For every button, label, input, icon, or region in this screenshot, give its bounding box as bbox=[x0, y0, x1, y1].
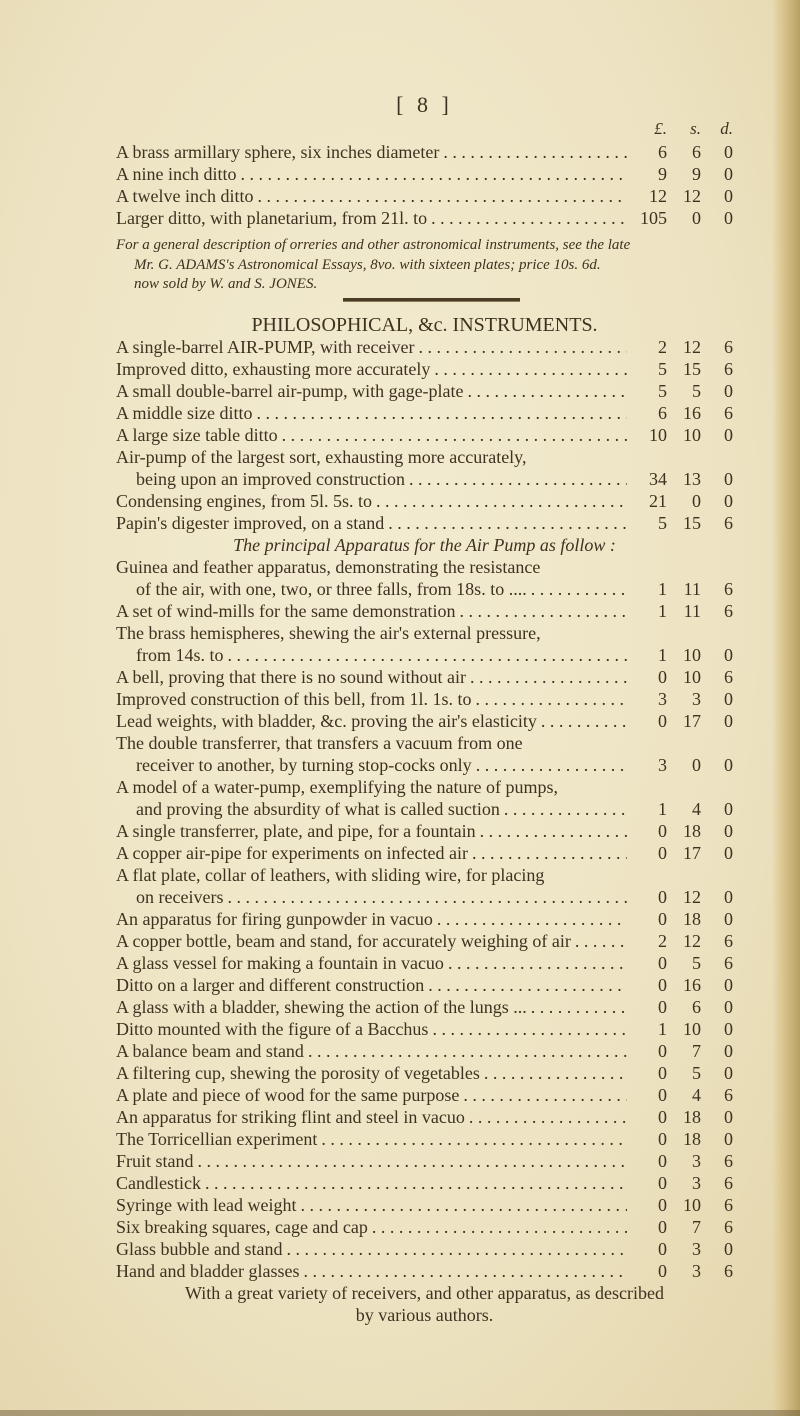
item-description: A balance beam and stand bbox=[116, 1041, 304, 1061]
dot-leader bbox=[469, 1106, 627, 1128]
item-description: Lead weights, with bladder, &c. proving the air's elasticity bbox=[116, 711, 537, 731]
price-row-text bbox=[116, 776, 733, 798]
price-row bbox=[116, 996, 733, 1018]
item-description: A copper bottle, beam and stand, for accurately weighing of air bbox=[116, 931, 571, 951]
dot-leader bbox=[303, 1260, 627, 1282]
price-pence: 0 bbox=[724, 997, 733, 1017]
currency-headers bbox=[116, 119, 733, 139]
dot-leader bbox=[282, 424, 627, 446]
price-shillings: 18 bbox=[683, 909, 701, 929]
price-shillings: 4 bbox=[692, 799, 701, 819]
page-edge-shadow bbox=[772, 0, 800, 1416]
price-pounds: 0 bbox=[658, 1261, 667, 1281]
price-shillings: 10 bbox=[683, 425, 701, 445]
item-description: A bell, proving that there is no sound without air bbox=[116, 667, 466, 687]
price-pounds: 34 bbox=[649, 469, 667, 489]
price-shillings: 18 bbox=[683, 1129, 701, 1149]
price-row bbox=[116, 185, 733, 207]
price-pounds: 6 bbox=[658, 142, 667, 162]
item-description: Air-pump of the largest sort, exhausting more accurately, bbox=[116, 447, 527, 467]
page-bottom-edge bbox=[0, 1410, 800, 1416]
price-row bbox=[116, 952, 733, 974]
dot-leader bbox=[300, 1194, 627, 1216]
dot-leader bbox=[409, 468, 627, 490]
price-pence: 6 bbox=[724, 1195, 733, 1215]
price-pounds: 0 bbox=[658, 1041, 667, 1061]
price-pence: 0 bbox=[724, 1041, 733, 1061]
dot-leader bbox=[418, 336, 627, 358]
price-shillings: 13 bbox=[683, 469, 701, 489]
item-description: A model of a water-pump, exemplifying the nature of pumps, bbox=[116, 777, 559, 797]
item-description: An apparatus for firing gunpowder in vacuo bbox=[116, 909, 433, 929]
price-shillings: 3 bbox=[692, 689, 701, 709]
item-description: Hand and bladder glasses bbox=[116, 1261, 300, 1281]
price-shillings: 16 bbox=[683, 975, 701, 995]
price-pounds: 0 bbox=[658, 887, 667, 907]
price-row-text bbox=[116, 446, 733, 468]
price-pounds: 5 bbox=[658, 359, 667, 379]
dot-leader bbox=[428, 974, 627, 996]
price-shillings: 12 bbox=[683, 186, 701, 206]
price-pounds: 105 bbox=[640, 208, 667, 228]
item-description: being upon an improved construction bbox=[136, 469, 405, 489]
philosophical-price-list bbox=[116, 336, 733, 1326]
price-row bbox=[116, 490, 733, 512]
price-pence: 6 bbox=[724, 953, 733, 973]
price-row bbox=[116, 930, 733, 952]
price-pence: 0 bbox=[724, 689, 733, 709]
price-pence: 6 bbox=[724, 667, 733, 687]
price-shillings: 12 bbox=[683, 931, 701, 951]
price-pence: 0 bbox=[724, 491, 733, 511]
price-row-text bbox=[116, 864, 733, 886]
dot-leader bbox=[476, 754, 627, 776]
price-row bbox=[116, 798, 733, 820]
price-shillings: 15 bbox=[683, 513, 701, 533]
price-pounds: 0 bbox=[658, 843, 667, 863]
price-row bbox=[116, 688, 733, 710]
dot-leader bbox=[472, 842, 627, 864]
price-shillings: 11 bbox=[683, 579, 701, 599]
price-shillings: 18 bbox=[683, 821, 701, 841]
price-row bbox=[116, 1128, 733, 1150]
item-description: of the air, with one, two, or three falls, from 18s. to .... bbox=[136, 579, 527, 599]
price-shillings: 7 bbox=[692, 1041, 701, 1061]
dot-leader bbox=[257, 185, 627, 207]
closing-note: With a great variety of receivers, and other apparatus, as described bbox=[184, 1283, 665, 1303]
price-pounds: 3 bbox=[658, 755, 667, 775]
item-description: A twelve inch ditto bbox=[116, 186, 254, 206]
dot-leader bbox=[286, 1238, 627, 1260]
price-row bbox=[116, 1172, 733, 1194]
dot-leader bbox=[437, 908, 627, 930]
dot-leader bbox=[470, 666, 627, 688]
price-pounds: 1 bbox=[658, 579, 667, 599]
price-pence: 0 bbox=[724, 843, 733, 863]
price-row bbox=[116, 424, 733, 446]
price-shillings: 5 bbox=[692, 953, 701, 973]
price-pence: 0 bbox=[724, 1129, 733, 1149]
price-pence: 0 bbox=[724, 1063, 733, 1083]
price-pence: 6 bbox=[724, 403, 733, 423]
price-row bbox=[116, 380, 733, 402]
price-shillings: 3 bbox=[692, 1151, 701, 1171]
price-pence: 6 bbox=[724, 337, 733, 357]
price-pence: 6 bbox=[724, 513, 733, 533]
item-description: Condensing engines, from 5l. 5s. to bbox=[116, 491, 372, 511]
item-description: The Torricellian experiment bbox=[116, 1129, 318, 1149]
dot-leader bbox=[205, 1172, 627, 1194]
price-row bbox=[116, 1106, 733, 1128]
price-pounds: 0 bbox=[658, 667, 667, 687]
astronomical-price-list bbox=[116, 141, 733, 229]
price-row bbox=[116, 1018, 733, 1040]
price-pence: 0 bbox=[724, 975, 733, 995]
dot-leader bbox=[227, 886, 627, 908]
item-description: A nine inch ditto bbox=[116, 164, 237, 184]
price-pence: 0 bbox=[724, 164, 733, 184]
item-description: Improved construction of this bell, from 1l. 1s. to bbox=[116, 689, 472, 709]
dot-leader bbox=[443, 141, 627, 163]
item-description: A single-barrel AIR-PUMP, with receiver bbox=[116, 337, 415, 357]
price-pounds: 2 bbox=[658, 337, 667, 357]
item-description: A set of wind-mills for the same demonstration bbox=[116, 601, 456, 621]
price-shillings: 10 bbox=[683, 1195, 701, 1215]
price-shillings: 16 bbox=[683, 403, 701, 423]
dot-leader bbox=[475, 688, 627, 710]
dot-leader bbox=[448, 952, 627, 974]
price-pence: 0 bbox=[724, 821, 733, 841]
price-pounds: 0 bbox=[658, 1129, 667, 1149]
price-shillings: 10 bbox=[683, 667, 701, 687]
price-shillings: 5 bbox=[692, 1063, 701, 1083]
price-row bbox=[116, 1150, 733, 1172]
dot-leader bbox=[468, 380, 627, 402]
dot-leader bbox=[431, 207, 627, 229]
price-pounds: 1 bbox=[658, 645, 667, 665]
price-pounds: 3 bbox=[658, 689, 667, 709]
price-row bbox=[116, 1238, 733, 1260]
dot-leader bbox=[541, 710, 627, 732]
price-pounds: 0 bbox=[658, 1063, 667, 1083]
price-shillings: 3 bbox=[692, 1173, 701, 1193]
dot-leader bbox=[376, 490, 627, 512]
item-description: on receivers bbox=[136, 887, 224, 907]
pence-header: d. bbox=[720, 119, 733, 138]
price-pence: 0 bbox=[724, 469, 733, 489]
price-pounds: 1 bbox=[658, 1019, 667, 1039]
price-row-text bbox=[116, 732, 733, 754]
price-row-text bbox=[116, 556, 733, 578]
dot-leader bbox=[257, 402, 628, 424]
price-row bbox=[116, 600, 733, 622]
item-description: A plate and piece of wood for the same purpose bbox=[116, 1085, 460, 1105]
price-shillings: 9 bbox=[692, 164, 701, 184]
item-description: Ditto mounted with the figure of a Bacchus bbox=[116, 1019, 429, 1039]
item-description: Ditto on a larger and different construction bbox=[116, 975, 425, 995]
price-pence: 6 bbox=[724, 1151, 733, 1171]
item-description: Candlestick bbox=[116, 1173, 201, 1193]
price-pence: 6 bbox=[724, 1085, 733, 1105]
price-pounds: 0 bbox=[658, 975, 667, 995]
price-shillings: 12 bbox=[683, 887, 701, 907]
price-row bbox=[116, 666, 733, 688]
item-description: A brass armillary sphere, six inches diameter bbox=[116, 142, 440, 162]
shillings-header: s. bbox=[690, 119, 701, 138]
item-description: A large size table ditto bbox=[116, 425, 278, 445]
price-pounds: 0 bbox=[658, 997, 667, 1017]
item-description: A single transferrer, plate, and pipe, for a fountain bbox=[116, 821, 476, 841]
price-shillings: 5 bbox=[692, 381, 701, 401]
price-pounds: 0 bbox=[658, 953, 667, 973]
price-pence: 6 bbox=[724, 579, 733, 599]
price-shillings: 0 bbox=[692, 208, 701, 228]
dot-leader bbox=[198, 1150, 627, 1172]
price-row bbox=[116, 974, 733, 996]
item-description: Syringe with lead weight bbox=[116, 1195, 297, 1215]
price-pounds: 10 bbox=[649, 425, 667, 445]
dot-leader bbox=[308, 1040, 627, 1062]
price-row bbox=[116, 163, 733, 185]
price-row bbox=[116, 1260, 733, 1282]
price-pounds: 0 bbox=[658, 1239, 667, 1259]
item-description: A filtering cup, shewing the porosity of vegetables bbox=[116, 1063, 480, 1083]
price-shillings: 12 bbox=[683, 337, 701, 357]
dot-leader bbox=[480, 820, 627, 842]
price-pounds: 0 bbox=[658, 821, 667, 841]
price-pence: 6 bbox=[724, 359, 733, 379]
price-row bbox=[116, 578, 733, 600]
footnote-line: Mr. G. ADAMS's Astronomical Essays, 8vo. with sixteen plates; price 10s. 6d. bbox=[134, 256, 601, 273]
price-row bbox=[116, 1062, 733, 1084]
price-pounds: 0 bbox=[658, 1217, 667, 1237]
dot-leader bbox=[434, 358, 627, 380]
price-pence: 0 bbox=[724, 909, 733, 929]
price-shillings: 7 bbox=[692, 1217, 701, 1237]
price-pounds: 1 bbox=[658, 799, 667, 819]
item-description: A copper air-pipe for experiments on infected air bbox=[116, 843, 468, 863]
price-pounds: 1 bbox=[658, 601, 667, 621]
dot-leader bbox=[531, 996, 627, 1018]
price-shillings: 0 bbox=[692, 491, 701, 511]
item-description: An apparatus for striking flint and steel in vacuo bbox=[116, 1107, 465, 1127]
price-pence: 0 bbox=[724, 208, 733, 228]
dot-leader bbox=[484, 1062, 627, 1084]
price-shillings: 3 bbox=[692, 1261, 701, 1281]
dot-leader bbox=[321, 1128, 627, 1150]
price-pounds: 21 bbox=[649, 491, 667, 511]
price-pence: 0 bbox=[724, 711, 733, 731]
price-pounds: 0 bbox=[658, 1085, 667, 1105]
price-pounds: 0 bbox=[658, 909, 667, 929]
dot-leader bbox=[388, 512, 627, 534]
price-shillings: 10 bbox=[683, 645, 701, 665]
item-description: A glass with a bladder, shewing the action of the lungs ... bbox=[116, 997, 527, 1017]
price-row bbox=[116, 336, 733, 358]
price-shillings: 4 bbox=[692, 1085, 701, 1105]
price-shillings: 15 bbox=[683, 359, 701, 379]
price-pence: 0 bbox=[724, 186, 733, 206]
price-row bbox=[116, 886, 733, 908]
price-pence: 6 bbox=[724, 1173, 733, 1193]
price-pence: 0 bbox=[724, 799, 733, 819]
price-pounds: 2 bbox=[658, 931, 667, 951]
price-shillings: 18 bbox=[683, 1107, 701, 1127]
price-pence: 0 bbox=[724, 1107, 733, 1127]
apparatus-subheading: The principal Apparatus for the Air Pump as follow : bbox=[233, 535, 616, 555]
price-shillings: 11 bbox=[683, 601, 701, 621]
section-heading: PHILOSOPHICAL, &c. INSTRUMENTS. bbox=[251, 314, 598, 336]
dot-leader bbox=[228, 644, 628, 666]
item-description: A flat plate, collar of leathers, with sliding wire, for placing bbox=[116, 865, 545, 885]
dot-leader bbox=[504, 798, 627, 820]
price-pounds: 12 bbox=[649, 186, 667, 206]
price-shillings: 6 bbox=[692, 997, 701, 1017]
price-row bbox=[116, 710, 733, 732]
price-shillings: 17 bbox=[683, 711, 701, 731]
item-description: The double transferrer, that transfers a vacuum from one bbox=[116, 733, 523, 753]
item-description: Papin's digester improved, on a stand bbox=[116, 513, 385, 533]
price-pounds: 0 bbox=[658, 1107, 667, 1127]
item-description: A small double-barrel air-pump, with gage-plate bbox=[116, 381, 464, 401]
price-pence: 0 bbox=[724, 381, 733, 401]
dot-leader bbox=[241, 163, 628, 185]
price-pence: 0 bbox=[724, 142, 733, 162]
price-row bbox=[116, 1194, 733, 1216]
price-shillings: 0 bbox=[692, 755, 701, 775]
item-description: from 14s. to bbox=[136, 645, 224, 665]
price-row bbox=[116, 644, 733, 666]
price-row bbox=[116, 754, 733, 776]
dot-leader bbox=[432, 1018, 627, 1040]
footnote-line: For a general description of orreries and other astronomical instruments, see the late bbox=[116, 237, 631, 253]
item-description: A middle size ditto bbox=[116, 403, 253, 423]
price-row bbox=[116, 908, 733, 930]
footnote bbox=[116, 236, 733, 295]
item-description: and proving the absurdity of what is called suction bbox=[136, 799, 500, 819]
price-row bbox=[116, 402, 733, 424]
dot-leader bbox=[531, 578, 627, 600]
item-description: Six breaking squares, cage and cap bbox=[116, 1217, 368, 1237]
price-row bbox=[116, 820, 733, 842]
price-pounds: 6 bbox=[658, 403, 667, 423]
price-pence: 0 bbox=[724, 645, 733, 665]
dot-leader bbox=[463, 1084, 627, 1106]
price-pounds: 9 bbox=[658, 164, 667, 184]
price-row bbox=[116, 1084, 733, 1106]
item-description: Improved ditto, exhausting more accurately bbox=[116, 359, 431, 379]
price-pounds: 5 bbox=[658, 513, 667, 533]
price-pence: 6 bbox=[724, 931, 733, 951]
price-shillings: 6 bbox=[692, 142, 701, 162]
price-row bbox=[116, 1216, 733, 1238]
price-row bbox=[116, 1040, 733, 1062]
item-description: The brass hemispheres, shewing the air's external pressure, bbox=[116, 623, 541, 643]
price-pence: 6 bbox=[724, 601, 733, 621]
page-number: [ 8 ] bbox=[396, 92, 453, 117]
price-pounds: 0 bbox=[658, 1151, 667, 1171]
price-pence: 0 bbox=[724, 887, 733, 907]
footnote-line: now sold by W. and S. JONES. bbox=[134, 276, 318, 292]
section-divider bbox=[343, 298, 520, 302]
price-row bbox=[116, 512, 733, 534]
price-row bbox=[116, 141, 733, 163]
price-pounds: 0 bbox=[658, 1173, 667, 1193]
item-description: Fruit stand bbox=[116, 1151, 194, 1171]
price-pence: 0 bbox=[724, 1239, 733, 1259]
price-pence: 6 bbox=[724, 1217, 733, 1237]
dot-leader bbox=[372, 1216, 627, 1238]
price-shillings: 17 bbox=[683, 843, 701, 863]
pounds-header: £. bbox=[654, 119, 667, 138]
price-pence: 6 bbox=[724, 1261, 733, 1281]
price-pounds: 5 bbox=[658, 381, 667, 401]
price-pence: 0 bbox=[724, 425, 733, 445]
price-pence: 0 bbox=[724, 1019, 733, 1039]
item-description: A glass vessel for making a fountain in vacuo bbox=[116, 953, 444, 973]
closing-note: by various authors. bbox=[355, 1305, 494, 1325]
price-shillings: 3 bbox=[692, 1239, 701, 1259]
item-description: Guinea and feather apparatus, demonstrating the resistance bbox=[116, 557, 541, 577]
price-pence: 0 bbox=[724, 755, 733, 775]
price-row bbox=[116, 358, 733, 380]
price-shillings: 10 bbox=[683, 1019, 701, 1039]
item-description: Glass bubble and stand bbox=[116, 1239, 283, 1259]
price-row bbox=[116, 207, 733, 229]
item-description: Larger ditto, with planetarium, from 21l. to bbox=[116, 208, 428, 228]
price-pounds: 0 bbox=[658, 711, 667, 731]
price-row bbox=[116, 842, 733, 864]
price-row bbox=[116, 468, 733, 490]
dot-leader bbox=[459, 600, 627, 622]
price-pounds: 0 bbox=[658, 1195, 667, 1215]
item-description: receiver to another, by turning stop-cocks only bbox=[136, 755, 472, 775]
price-row-text bbox=[116, 622, 733, 644]
dot-leader bbox=[575, 930, 627, 952]
